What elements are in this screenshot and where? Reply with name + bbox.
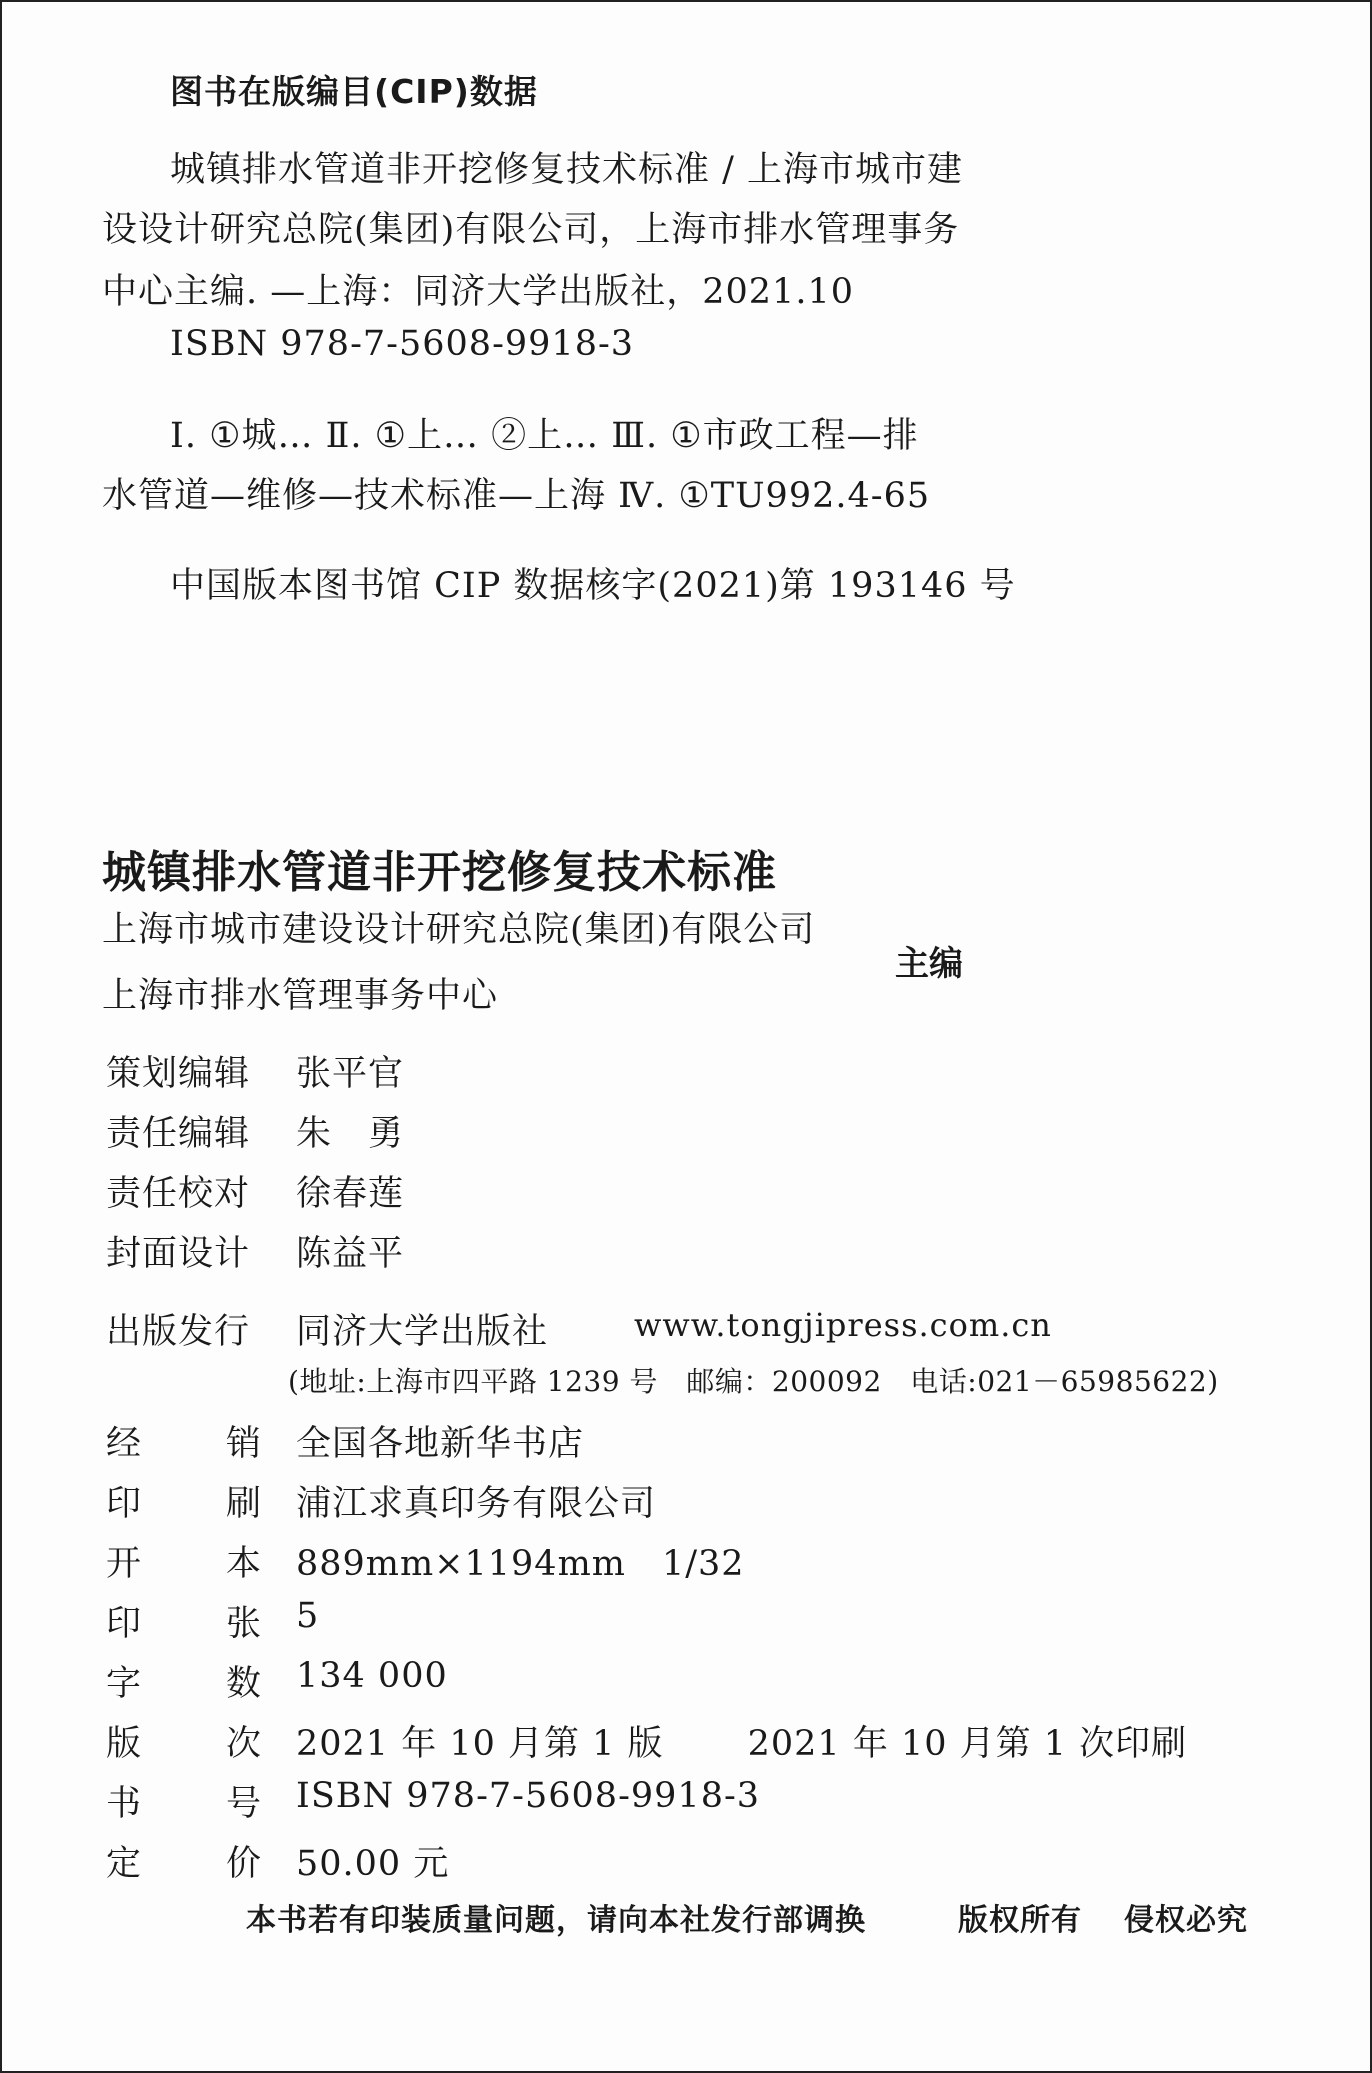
- staff-value: 张平官: [296, 1054, 405, 1094]
- staff-label: 责任校对: [106, 1174, 251, 1214]
- book-title: 城镇排水管道非开挖修复技术标准: [102, 847, 777, 898]
- staff-value: 朱 勇: [296, 1114, 405, 1154]
- spec-row: [106, 1776, 1306, 1824]
- publisher-url: www.tongjipress.com.cn: [634, 1306, 1052, 1344]
- staff-value: 徐春莲: [296, 1174, 405, 1214]
- spec-label-2: 张: [226, 1604, 263, 1644]
- editor-tag: 主编: [895, 944, 963, 984]
- staff-label: 责任编辑: [106, 1114, 251, 1154]
- spec-value: 889mm×1194mm 1/32: [296, 1544, 745, 1584]
- spec-label-2: 次: [226, 1724, 263, 1764]
- staff-value: 陈益平: [296, 1234, 405, 1274]
- spec-label-1: 印: [106, 1484, 143, 1524]
- spec-value: 134 000: [296, 1656, 448, 1696]
- spec-row: [106, 1596, 1306, 1644]
- infringement-notice: 侵权必究: [1124, 1903, 1248, 1938]
- spec-label-2: 本: [226, 1544, 263, 1584]
- spec-label-2: 数: [226, 1664, 263, 1704]
- spec-value: 全国各地新华书店: [296, 1424, 585, 1464]
- publisher-address: (地址:上海市四平路 1239 号 邮编：200092 电话:021－65985622): [288, 1365, 1219, 1398]
- rights-reserved: 版权所有: [958, 1903, 1082, 1938]
- cip-line: 中心主编. —上海：同济大学出版社，2021.10: [102, 272, 854, 312]
- publisher-name: 同济大学出版社: [296, 1312, 549, 1352]
- cip-line: Ⅰ. ①城… Ⅱ. ①上… ②上… Ⅲ. ①市政工程—排: [170, 416, 919, 456]
- spec-value: 50.00 元: [296, 1844, 450, 1884]
- staff-label: 策划编辑: [106, 1054, 251, 1094]
- staff-row: [106, 1226, 506, 1274]
- spec-row: [106, 1716, 1306, 1764]
- spec-row: [106, 1536, 1306, 1584]
- spec-label-1: 版: [106, 1724, 143, 1764]
- cip-line: 城镇排水管道非开挖修复技术标准 / 上海市城市建: [170, 150, 964, 190]
- cip-line: ISBN 978-7-5608-9918-3: [170, 324, 635, 364]
- spec-label-1: 开: [106, 1544, 143, 1584]
- chief-editor-org: 上海市城市建设设计研究总院(集团)有限公司: [102, 910, 816, 950]
- staff-row: [106, 1106, 506, 1154]
- spec-row: [106, 1836, 1306, 1884]
- cip-heading: 图书在版编目(CIP)数据: [170, 72, 538, 111]
- spec-label-2: 号: [226, 1784, 263, 1824]
- spec-value: 2021 年 10 月第 1 版 2021 年 10 月第 1 次印刷: [296, 1724, 1188, 1764]
- spec-label-1: 书: [106, 1784, 143, 1824]
- spec-value: 5: [296, 1596, 320, 1636]
- quality-notice: 本书若有印装质量问题，请向本社发行部调换: [246, 1903, 866, 1938]
- spec-row: [106, 1476, 1306, 1524]
- cip-line: 设设计研究总院(集团)有限公司，上海市排水管理事务: [102, 210, 960, 250]
- spec-label-2: 刷: [226, 1484, 263, 1524]
- spec-label-2: 价: [226, 1844, 263, 1884]
- spec-row: [106, 1416, 1306, 1464]
- spec-value: ISBN 978-7-5608-9918-3: [296, 1776, 761, 1816]
- cip-line: 中国版本图书馆 CIP 数据核字(2021)第 193146 号: [170, 566, 1016, 606]
- spec-row: [106, 1656, 1306, 1704]
- chief-editor-org: 上海市排水管理事务中心: [102, 976, 499, 1016]
- spec-label-1: 定: [106, 1844, 143, 1884]
- staff-label: 封面设计: [106, 1234, 251, 1274]
- staff-row: [106, 1166, 506, 1214]
- spec-label-2: 销: [226, 1424, 263, 1464]
- publisher-label: 出版发行: [106, 1312, 251, 1352]
- spec-value: 浦江求真印务有限公司: [296, 1484, 657, 1524]
- staff-row: [106, 1046, 506, 1094]
- cip-line: 水管道—维修—技术标准—上海 Ⅳ. ①TU992.4-65: [102, 476, 931, 516]
- spec-label-1: 字: [106, 1664, 143, 1704]
- spec-label-1: 经: [106, 1424, 143, 1464]
- spec-label-1: 印: [106, 1604, 143, 1644]
